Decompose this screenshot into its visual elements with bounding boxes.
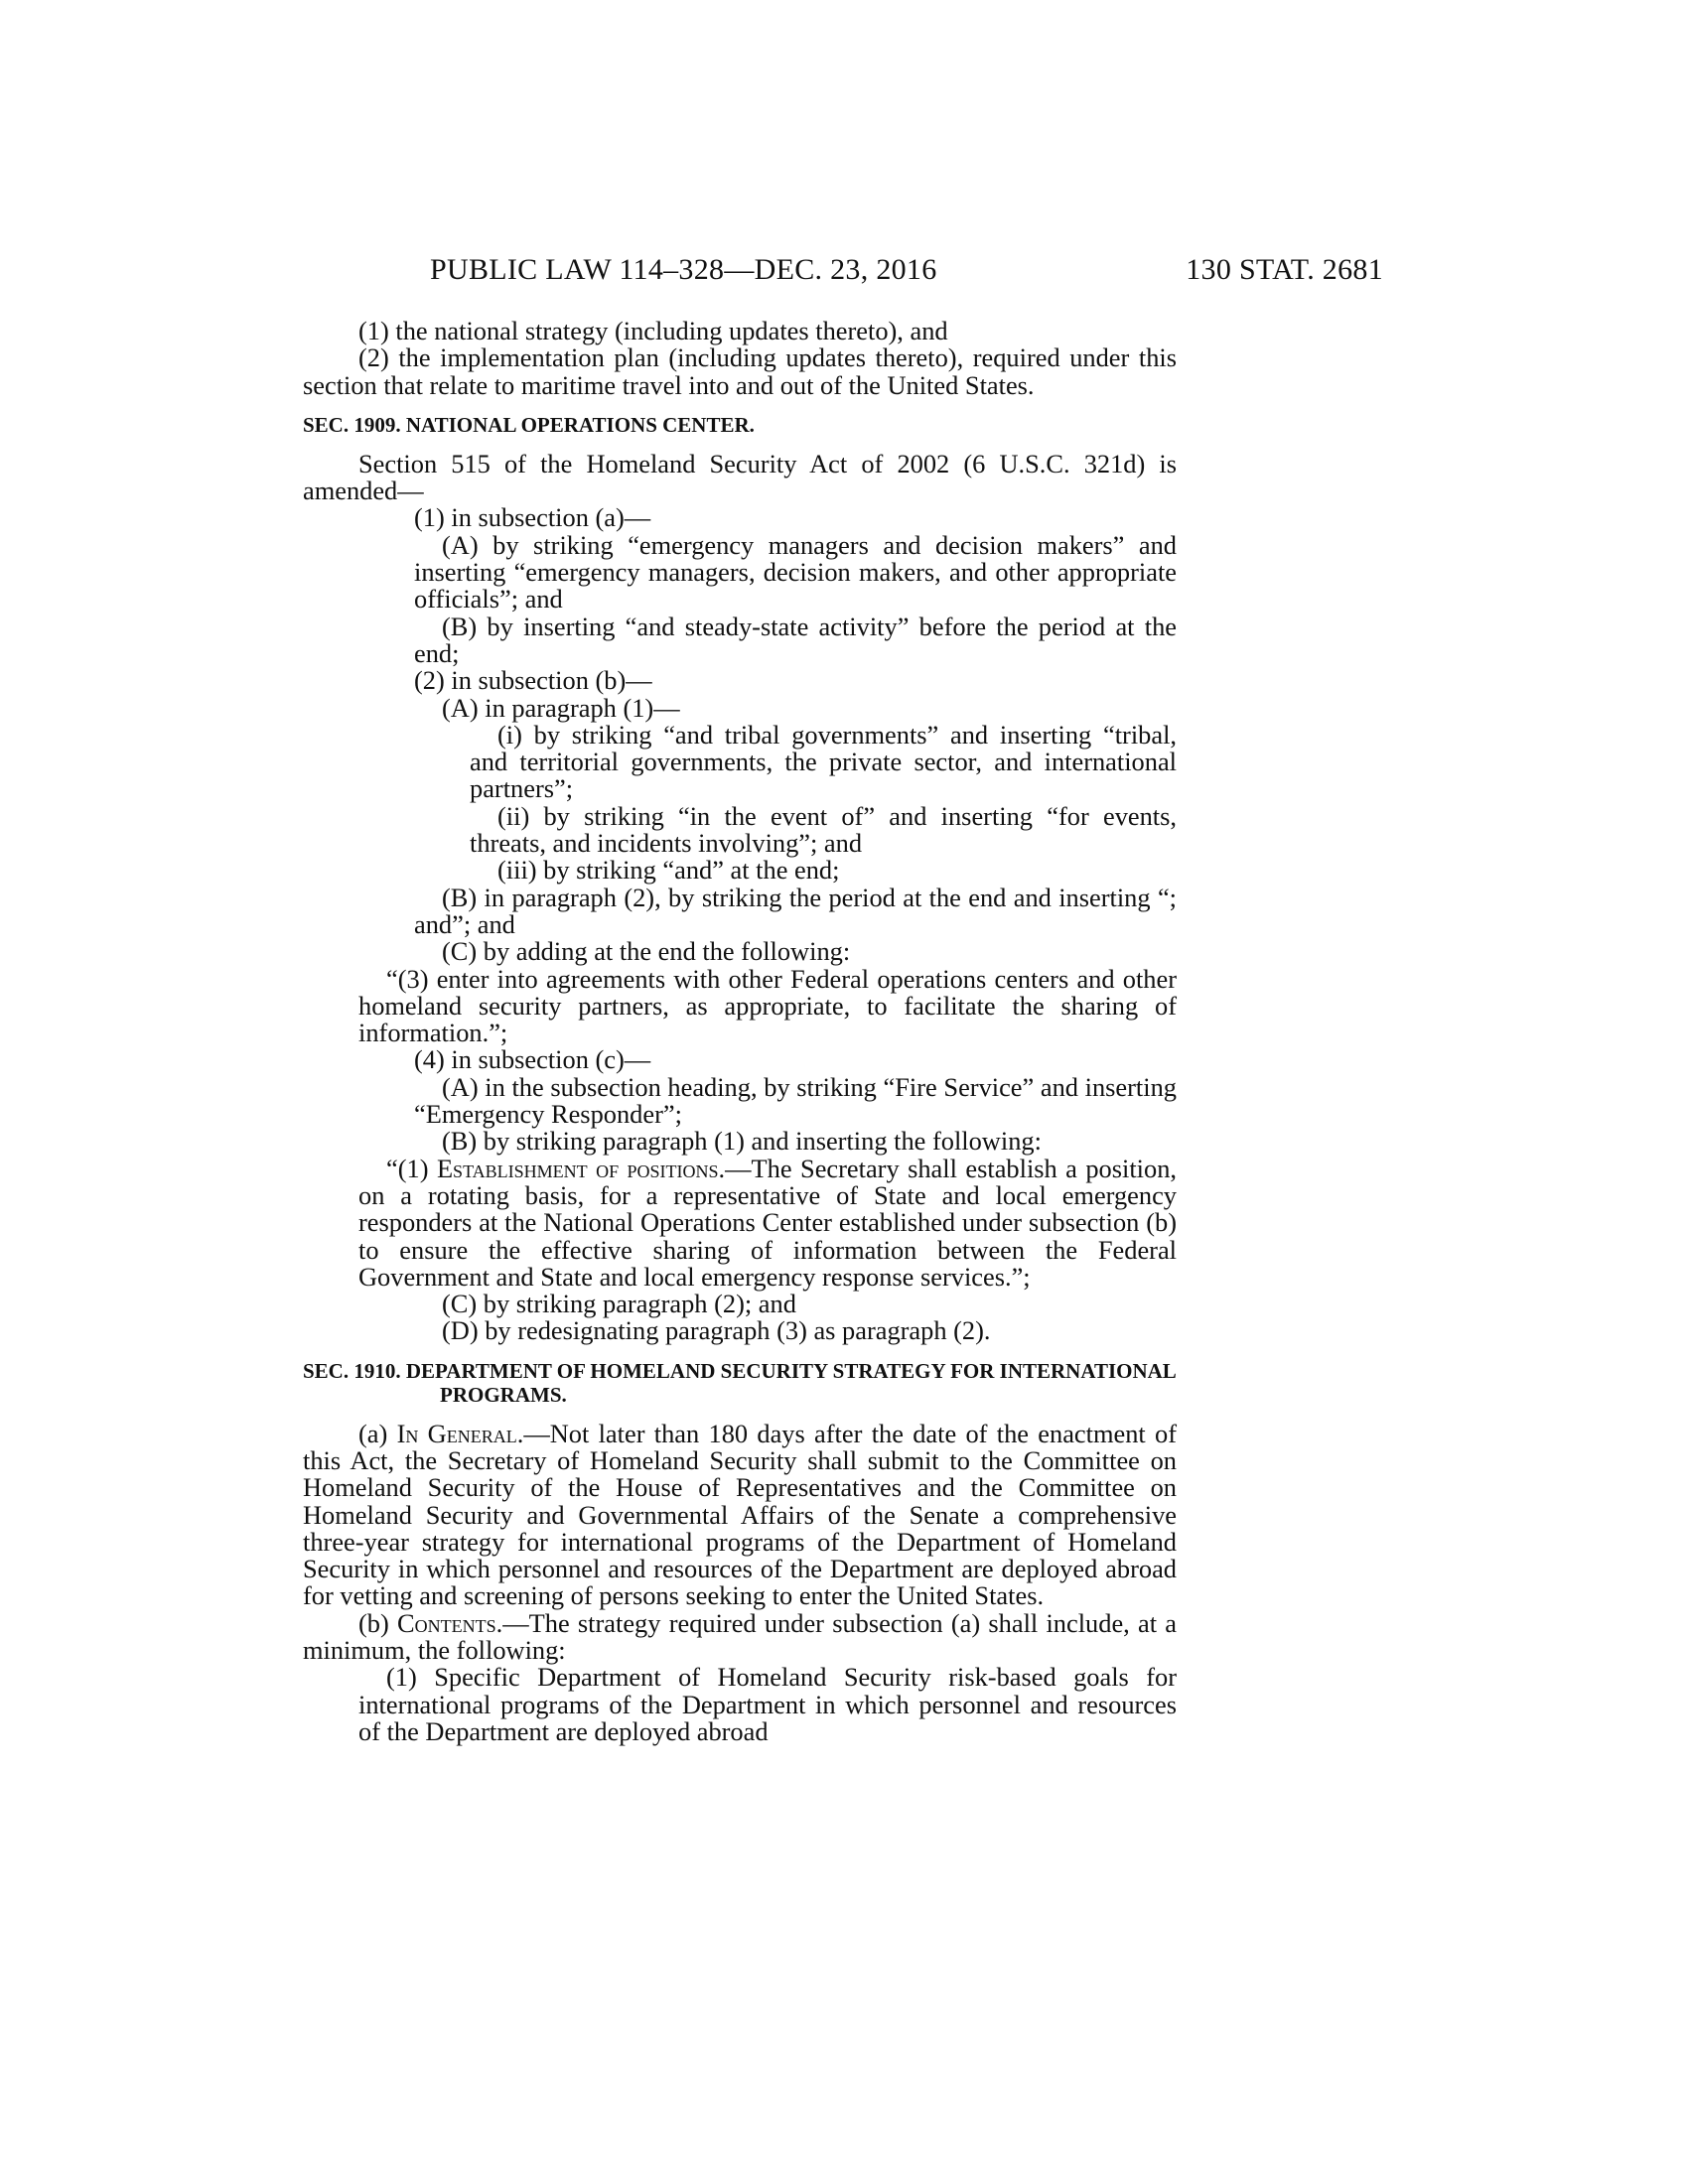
paragraph-designation: (a) bbox=[358, 1418, 397, 1448]
paragraph-text: .—The Secretary shall establish a position, on a rotating basis, for a representative of State and local emergency responders at the National Operations Center established under subsection (b) to ensure the effective sharing of information between the Federal Government and State and local emergency response services.”; bbox=[358, 1153, 1177, 1292]
paragraph: (B) by striking paragraph (1) and inserting the following: bbox=[442, 1126, 1042, 1157]
paragraph: (1) the national strategy (including updates thereto), and bbox=[358, 316, 948, 345]
paragraph: (i) by striking “and tribal governments” and inserting “tribal, and territorial governments, the private sector, and international partners”; bbox=[470, 719, 1177, 804]
paragraph: Section 515 of the Homeland Security Act of 2002 (6 U.S.C. 321d) is amended— bbox=[303, 448, 1177, 506]
paragraph-heading: Contents bbox=[397, 1607, 496, 1638]
section-heading: SEC. 1909. NATIONAL OPERATIONS CENTER. bbox=[303, 412, 755, 437]
section-heading: SEC. 1910. DEPARTMENT OF HOMELAND SECURITY STRATEGY FOR INTERNATIONAL PROGRAMS. bbox=[303, 1358, 1176, 1407]
paragraph: (ii) by striking “in the event of” and inserting “for events, threats, and incidents involving”; and bbox=[470, 800, 1177, 859]
paragraph-heading: In General bbox=[396, 1418, 517, 1448]
paragraph: (iii) by striking “and” at the end; bbox=[497, 855, 840, 886]
statute-page-number: 130 STAT. 2681 bbox=[1186, 253, 1383, 286]
paragraph: (A) in paragraph (1)— bbox=[442, 692, 680, 723]
paragraph: (2) in subsection (b)— bbox=[414, 665, 652, 696]
paragraph-designation: (b) bbox=[358, 1607, 398, 1638]
paragraph-heading: Establishment of positions bbox=[436, 1153, 719, 1183]
paragraph: (1) in subsection (a)— bbox=[414, 502, 651, 533]
paragraph: (B) in paragraph (2), by striking the period at the end and inserting “; and”; and bbox=[414, 882, 1177, 939]
paragraph bbox=[303, 1418, 1178, 1611]
paragraph: (A) in the subsection heading, by striking “Fire Service” and inserting “Emergency Responder”; bbox=[414, 1071, 1177, 1130]
paragraph bbox=[303, 1153, 1177, 1292]
public-law-citation: PUBLIC LAW 114–328—DEC. 23, 2016 bbox=[430, 253, 937, 286]
paragraph: (D) by redesignating paragraph (3) as paragraph (2). bbox=[442, 1315, 991, 1346]
paragraph: (C) by adding at the end the following: bbox=[442, 936, 851, 967]
paragraph: (4) in subsection (c)— bbox=[414, 1044, 651, 1075]
paragraph: (C) by striking paragraph (2); and bbox=[442, 1289, 796, 1319]
paragraph-designation: “(1) bbox=[386, 1153, 437, 1183]
paragraph: (1) Specific Department of Homeland Security risk-based goals for international programs of the Department in which personnel and resources of the Department are deployed abroad bbox=[358, 1662, 1177, 1746]
paragraph: (A) by striking “emergency managers and decision makers” and inserting “emergency managers, decision makers, and other appropriate officials”; and bbox=[414, 529, 1177, 614]
paragraph-text: .—Not later than 180 days after the date of the enactment of this Act, the Secretary of Homeland Security shall submit to the Committee on Homeland Security of the House of Representatives and the Committee on Homeland Security and Governmental Affairs of the Senate a comprehensive three-year strategy for international programs of the Department of Homeland Security in which personnel and resources of the Department are deployed abroad for vetting and screening of persons seeking to enter the United States. bbox=[303, 1418, 1178, 1611]
paragraph bbox=[303, 1607, 1178, 1666]
paragraph: (2) the implementation plan (including updates thereto), required under this section that relate to maritime travel into and out of the United States. bbox=[303, 342, 1177, 400]
paragraph-text: .—The strategy required under subsection (a) shall include, at a minimum, the following: bbox=[303, 1607, 1178, 1666]
paragraph: “(3) enter into agreements with other Federal operations centers and other homeland security partners, as appropriate, to facilitate the sharing of information.”; bbox=[358, 963, 1177, 1048]
running-header bbox=[430, 250, 1383, 290]
document-body bbox=[303, 318, 1177, 1745]
paragraph: (B) by inserting “and steady-state activity” before the period at the end; bbox=[414, 611, 1177, 668]
